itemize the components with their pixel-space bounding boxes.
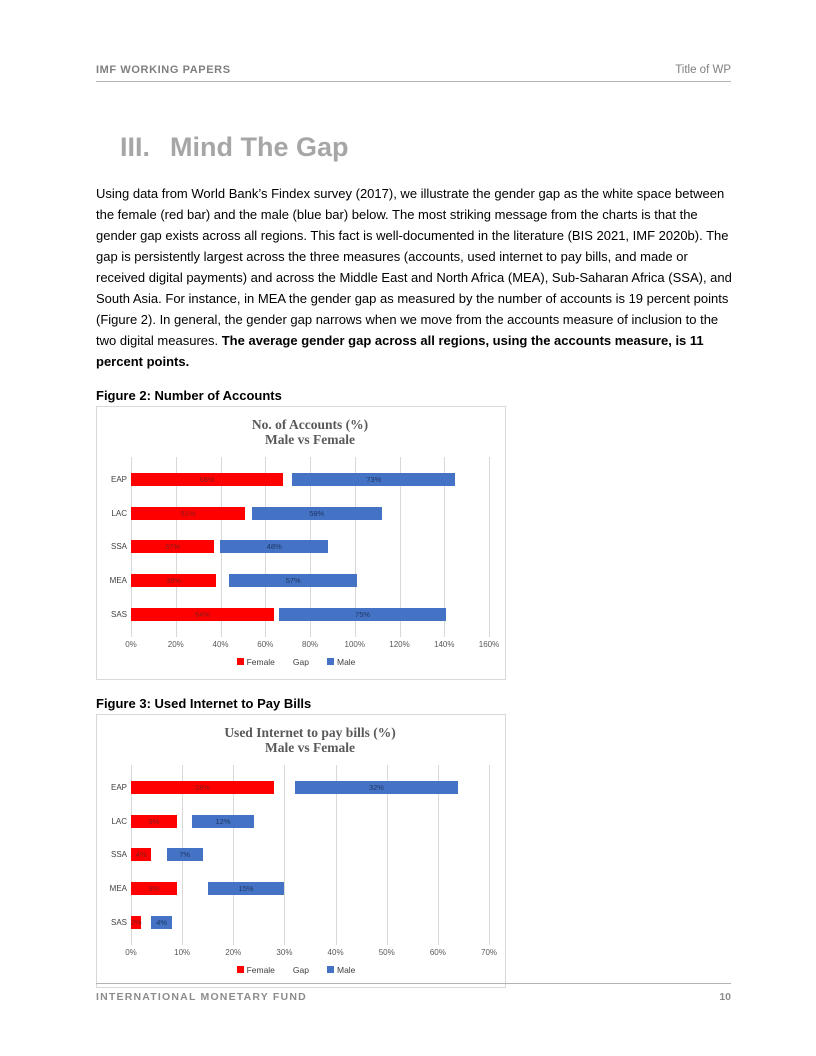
- header-left-text: IMF WORKING PAPERS: [96, 64, 231, 76]
- category-label: SAS: [110, 609, 127, 619]
- male-bar: 58%: [252, 507, 382, 520]
- gap-space: [245, 507, 252, 520]
- x-tick-label: 0%: [125, 639, 137, 649]
- legend-label: Gap: [292, 656, 309, 667]
- section-title: Mind The Gap: [170, 132, 349, 162]
- section-heading: [120, 132, 731, 163]
- category-label: EAP: [110, 783, 127, 793]
- chart-row-ssa: [110, 530, 489, 564]
- chart-row-sas: [110, 597, 489, 631]
- category-label: MEA: [109, 884, 127, 894]
- chart-title-line-1: Used Internet to pay bills (%): [224, 724, 396, 740]
- category-label: SSA: [110, 542, 127, 552]
- footer-left-text: INTERNATIONAL MONETARY FUND: [96, 991, 307, 1003]
- gridline: [489, 457, 490, 637]
- x-tick-label: 0%: [125, 947, 137, 957]
- x-axis: [125, 637, 500, 652]
- chart-row-sas: [110, 905, 489, 939]
- legend-label: Male: [336, 656, 356, 667]
- x-tick-label: 160%: [478, 639, 500, 649]
- category-label: SSA: [110, 850, 127, 860]
- male-bar: 4%: [151, 916, 171, 929]
- bar-stack: [131, 574, 489, 587]
- figure-2-chart: [96, 406, 506, 680]
- female-bar: 37%: [131, 540, 214, 553]
- chart-row-lac: [111, 805, 489, 839]
- female-bar: 9%: [131, 882, 177, 895]
- legend-item-male: [327, 657, 355, 667]
- page-number: 10: [719, 991, 731, 1003]
- category-label: MEA: [109, 576, 127, 586]
- plot-body: [109, 457, 489, 637]
- chart-title-line-1: No. of Accounts (%): [251, 417, 369, 432]
- gap-space: [177, 882, 208, 895]
- gap-space: [283, 473, 292, 486]
- chart-row-lac: [111, 497, 489, 531]
- plot-rows: [109, 463, 489, 631]
- bar-stack: [131, 608, 489, 621]
- category-label: EAP: [110, 475, 127, 485]
- header-right-text: Title of WP: [675, 64, 731, 76]
- gap-space: [177, 815, 192, 828]
- female-bar: 2%: [130, 917, 142, 927]
- x-tick-label: 120%: [389, 639, 410, 649]
- x-tick-label: 140%: [434, 639, 455, 649]
- x-tick-label: 50%: [378, 947, 395, 957]
- male-bar: 73%: [292, 473, 455, 486]
- female-bar: 38%: [131, 574, 216, 587]
- gap-space: [216, 574, 229, 587]
- x-tick-label: 20%: [167, 639, 184, 649]
- male-bar: 75%: [279, 608, 447, 621]
- legend-item-male: [327, 965, 355, 975]
- x-axis: [125, 945, 498, 960]
- plot-body: [109, 765, 489, 945]
- bar-stack: [131, 815, 489, 828]
- x-tick-label: 30%: [276, 947, 293, 957]
- figure-2-caption: Figure 2: Number of Accounts: [96, 388, 282, 403]
- gap-space: [274, 781, 294, 794]
- legend-label: Female: [246, 656, 275, 667]
- paragraph-text: Using data from World Bank’s Findex survey (2017), we illustrate the gender gap as the white space between the female (red bar) and the male (blue bar) below. The most striking message from the charts is that the gender gap exists across all regions. This fact is well-documented in the literature (BIS 2021, IMF 2020b). The gap is persistently largest across the three measures (accounts, used internet to pay bills, and made or received digital payments) and across the Middle East and North Africa (MEA), Sub-Saharan Africa (SSA), and South Asia. For instance, in MEA the gender gap as measured by the number of accounts is 19 percent points (Figure 2). In general, the gender gap narrows when we move from the accounts measure of inclusion to the two digital measures.: [96, 186, 732, 348]
- female-bar: 68%: [131, 473, 283, 486]
- chart-title: [131, 417, 489, 447]
- page-footer: [96, 983, 731, 1003]
- figure-3-chart: [96, 714, 506, 988]
- male-bar: 57%: [229, 574, 357, 587]
- legend-item-female: [237, 657, 275, 667]
- legend-label: Female: [246, 964, 275, 975]
- figure-3-caption: Figure 3: Used Internet to Pay Bills: [96, 695, 312, 711]
- chart-legend: [103, 965, 489, 975]
- x-tick-label: 60%: [257, 639, 274, 649]
- bar-stack: [131, 848, 489, 861]
- bar-stack: [131, 540, 489, 553]
- section-numeral: III.: [120, 132, 151, 162]
- x-tick-label: 70%: [480, 947, 498, 957]
- bar-stack: [131, 507, 489, 520]
- chart-legend: [103, 657, 489, 667]
- category-label: SAS: [110, 917, 127, 927]
- chart-row-ssa: [110, 838, 489, 872]
- male-bar: 12%: [192, 815, 253, 828]
- x-tick-label: 100%: [344, 639, 365, 649]
- male-bar: 32%: [295, 781, 459, 794]
- chart-row-eap: [110, 463, 489, 497]
- x-tick-label: 40%: [327, 947, 344, 957]
- legend-item-female: [237, 965, 275, 975]
- body-paragraph: [96, 183, 732, 372]
- category-label: LAC: [111, 508, 127, 518]
- female-bar: 51%: [131, 507, 245, 520]
- chart-title-line-2: Male vs Female: [265, 432, 355, 447]
- gridline: [489, 765, 490, 945]
- gap-space: [151, 848, 166, 861]
- x-tick-label: 20%: [225, 947, 242, 957]
- legend-item-gap: [293, 657, 309, 667]
- male-bar: 7%: [167, 848, 203, 861]
- legend-swatch: [327, 658, 334, 665]
- male-bar: 15%: [208, 882, 285, 895]
- chart-title-line-2: Male vs Female: [265, 739, 355, 755]
- bar-stack: [131, 882, 489, 895]
- gap-space: [214, 540, 221, 553]
- chart-row-mea: [109, 872, 489, 906]
- gap-space: [141, 916, 151, 929]
- page-header: [96, 64, 731, 82]
- female-bar: 64%: [131, 608, 274, 621]
- chart-title: [131, 725, 489, 755]
- bar-stack: [131, 781, 489, 794]
- legend-swatch: [327, 966, 334, 973]
- x-tick-label: 80%: [301, 639, 319, 649]
- legend-label: Gap: [292, 964, 309, 975]
- x-tick-label: 40%: [212, 639, 229, 649]
- legend-swatch: [237, 658, 244, 665]
- chart-row-mea: [109, 564, 489, 598]
- category-label: LAC: [111, 816, 127, 826]
- plot-area: [109, 457, 500, 652]
- legend-label: Male: [336, 964, 356, 975]
- paragraph-bold-text: The average gender gap across all regions, using the accounts measure, is 11 percent points.: [96, 333, 704, 369]
- female-bar: 28%: [131, 781, 274, 794]
- female-bar: 4%: [131, 848, 151, 861]
- female-bar: 9%: [131, 815, 177, 828]
- x-tick-label: 60%: [429, 947, 446, 957]
- bar-stack: [131, 916, 489, 929]
- plot-area: [109, 765, 498, 960]
- legend-swatch: [237, 966, 244, 973]
- x-tick-label: 10%: [174, 947, 191, 957]
- bar-stack: [131, 473, 489, 486]
- legend-item-gap: [293, 965, 309, 975]
- chart-row-eap: [110, 771, 489, 805]
- plot-rows: [109, 771, 489, 939]
- male-bar: 48%: [220, 540, 327, 553]
